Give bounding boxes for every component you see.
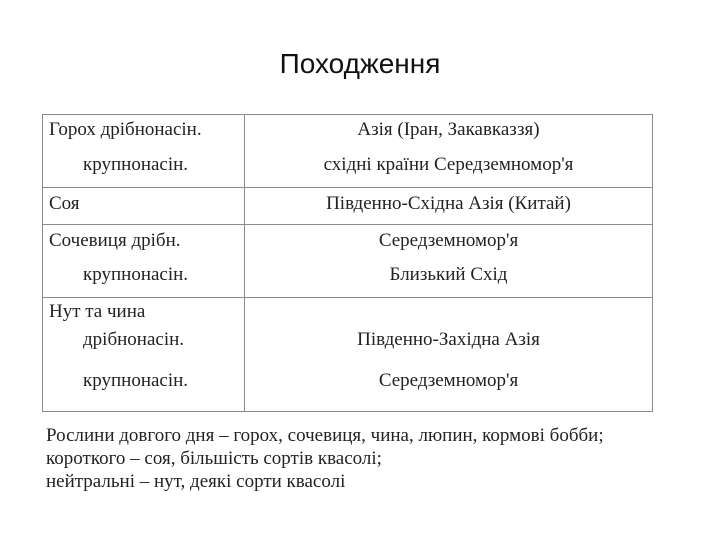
crop-cell: [43, 188, 245, 225]
origin-region: східні країни Середземномор'я: [323, 154, 574, 175]
note-line: нейтральні – нут, деякі сорти квасолі: [46, 471, 346, 492]
note-line: короткого – соя, більшість сортів квасолі;: [46, 448, 382, 469]
table-row: [43, 298, 653, 412]
crop-variety: дрібнонасін.: [83, 329, 185, 350]
crop-cell: [43, 115, 245, 188]
note-line: Рослини довгого дня – горох, сочевиця, чина, люпин, кормові бобби;: [46, 425, 604, 446]
origin-region: Близький Схід: [389, 264, 508, 285]
origin-table: [42, 114, 653, 412]
crop-name: Сочевиця дрібн.: [49, 230, 181, 251]
crop-variety: крупнонасін.: [83, 370, 189, 391]
origin-cell: [245, 115, 653, 188]
crop-variety: крупнонасін.: [83, 154, 189, 175]
table-row: [43, 188, 653, 225]
origin-region: Середземномор'я: [378, 230, 519, 251]
origin-cell: [245, 225, 653, 298]
table-row: [43, 225, 653, 298]
crop-cell: [43, 298, 245, 412]
slide-title: Походження: [279, 48, 441, 79]
crop-name: Горох дрібнонасін.: [49, 119, 202, 140]
table-row: [43, 115, 653, 188]
crop-cell: [43, 225, 245, 298]
day-length-notes: [46, 424, 706, 493]
origin-region: Південно-Західна Азія: [357, 329, 540, 350]
origin-cell: [245, 188, 653, 225]
origin-region: Азія (Іран, Закавказзя): [357, 119, 540, 140]
origin-region: Південно-Східна Азія (Китай): [326, 193, 571, 214]
origin-region: Середземномор'я: [378, 370, 519, 391]
crop-name: Нут та чина: [49, 301, 146, 322]
crop-name: Соя: [49, 193, 80, 214]
origin-cell: [245, 298, 653, 412]
crop-variety: крупнонасін.: [83, 264, 189, 285]
